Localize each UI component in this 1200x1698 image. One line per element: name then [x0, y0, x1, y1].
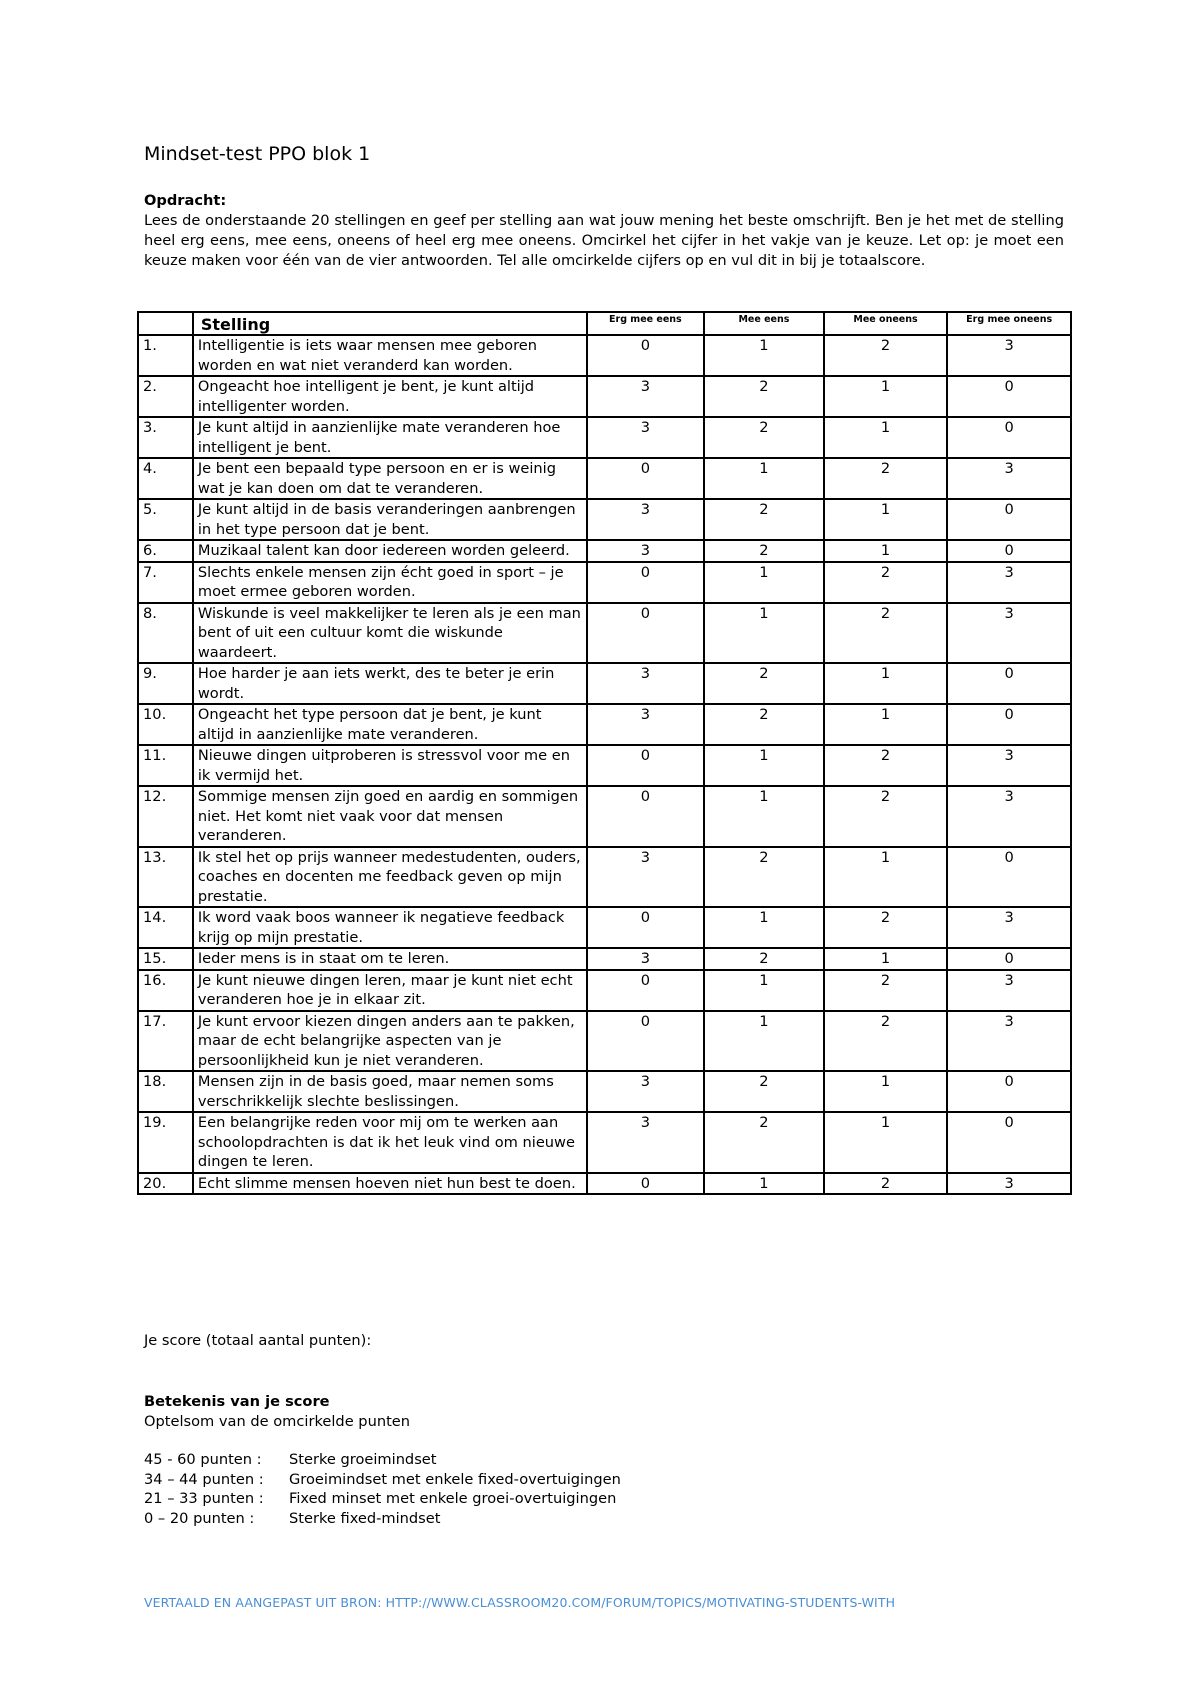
score-option[interactable]: 2 [704, 1071, 824, 1112]
page-title: Mindset-test PPO blok 1 [144, 143, 371, 165]
table-row [138, 1071, 1071, 1112]
range-label: Groeimindset met enkele fixed-overtuigingen [289, 1470, 621, 1488]
score-option[interactable]: 3 [587, 704, 705, 745]
score-option[interactable]: 0 [587, 458, 705, 499]
score-option[interactable]: 1 [824, 704, 948, 745]
score-option[interactable]: 3 [947, 335, 1071, 376]
header-number [138, 312, 193, 335]
table-row [138, 458, 1071, 499]
statement-text: Hoe harder je aan iets werkt, des te beter je erin wordt. [193, 663, 587, 704]
score-option[interactable]: 0 [587, 562, 705, 603]
assignment-heading: Opdracht: [144, 192, 227, 209]
score-option[interactable]: 1 [704, 786, 824, 847]
score-option[interactable]: 3 [587, 948, 705, 970]
score-option[interactable]: 3 [587, 376, 705, 417]
score-option[interactable]: 1 [824, 540, 948, 562]
statement-number: 7. [138, 562, 193, 603]
table-header-row [138, 312, 1071, 335]
table-row [138, 417, 1071, 458]
table-row [138, 499, 1071, 540]
score-option[interactable]: 1 [704, 907, 824, 948]
score-option[interactable]: 2 [704, 540, 824, 562]
score-option[interactable]: 1 [704, 1011, 824, 1072]
score-option[interactable]: 3 [587, 499, 705, 540]
statement-number: 4. [138, 458, 193, 499]
statement-number: 16. [138, 970, 193, 1011]
table-row [138, 1011, 1071, 1072]
score-option[interactable]: 0 [947, 847, 1071, 908]
score-option[interactable]: 2 [824, 1011, 948, 1072]
range-row [144, 1489, 621, 1509]
statement-number: 13. [138, 847, 193, 908]
score-option[interactable]: 3 [587, 540, 705, 562]
statement-number: 6. [138, 540, 193, 562]
table-row [138, 603, 1071, 664]
score-option[interactable]: 3 [947, 970, 1071, 1011]
score-option[interactable]: 2 [704, 499, 824, 540]
score-option[interactable]: 1 [824, 499, 948, 540]
score-option[interactable]: 2 [824, 1173, 948, 1195]
header-mee-oneens: Mee oneens [824, 312, 948, 335]
score-option[interactable]: 2 [824, 335, 948, 376]
score-option[interactable]: 0 [587, 1173, 705, 1195]
score-option[interactable]: 2 [824, 970, 948, 1011]
range-points: 0 – 20 punten : [144, 1509, 255, 1527]
score-option[interactable]: 2 [704, 663, 824, 704]
statement-text: Je kunt ervoor kiezen dingen anders aan te pakken, maar de echt belangrijke aspecten van je persoonlijkheid kun je niet veranderen. [193, 1011, 587, 1072]
statement-number: 3. [138, 417, 193, 458]
statement-number: 19. [138, 1112, 193, 1173]
range-label: Fixed minset met enkele groei-overtuigingen [289, 1490, 617, 1507]
score-option[interactable]: 0 [587, 907, 705, 948]
score-option[interactable]: 0 [947, 704, 1071, 745]
meaning-subheading: Optelsom van de omcirkelde punten [144, 1413, 411, 1430]
assignment-body: Lees de onderstaande 20 stellingen en geef per stelling aan wat jouw mening het beste omschrijft. Ben je het met de stelling heel erg eens, mee eens, oneens of heel erg mee oneens. Omcirkel het cijfer in het vakje van je keuze. Let op: je moet een keuze maken voor één van de vier antwoorden. Tel alle omcirkelde cijfers op en vul dit in bij je totaalscore. [144, 212, 1064, 269]
statement-number: 20. [138, 1173, 193, 1195]
score-option[interactable]: 2 [824, 603, 948, 664]
table-row [138, 745, 1071, 786]
score-option[interactable]: 2 [704, 704, 824, 745]
score-option[interactable]: 3 [587, 1112, 705, 1173]
score-option[interactable]: 2 [704, 1112, 824, 1173]
score-option[interactable]: 1 [824, 1112, 948, 1173]
statement-text: Ongeacht hoe intelligent je bent, je kunt altijd intelligenter worden. [193, 376, 587, 417]
table-body [138, 335, 1071, 1194]
score-option[interactable]: 3 [947, 907, 1071, 948]
statement-text: Slechts enkele mensen zijn écht goed in sport – je moet ermee geboren worden. [193, 562, 587, 603]
range-label: Sterke groeimindset [289, 1451, 437, 1468]
score-option[interactable]: 0 [947, 948, 1071, 970]
header-erg-mee-oneens: Erg mee oneens [947, 312, 1071, 335]
header-erg-mee-eens: Erg mee eens [587, 312, 705, 335]
table-row [138, 335, 1071, 376]
statement-text: Muzikaal talent kan door iedereen worden geleerd. [193, 540, 587, 562]
statement-number: 10. [138, 704, 193, 745]
score-option[interactable]: 3 [947, 562, 1071, 603]
score-option[interactable]: 3 [587, 417, 705, 458]
score-option[interactable]: 1 [824, 663, 948, 704]
statement-number: 8. [138, 603, 193, 664]
statement-number: 12. [138, 786, 193, 847]
score-option[interactable]: 0 [587, 970, 705, 1011]
score-option[interactable]: 1 [824, 847, 948, 908]
score-option[interactable]: 0 [947, 417, 1071, 458]
score-option[interactable]: 2 [704, 847, 824, 908]
table-row [138, 786, 1071, 847]
table-row [138, 948, 1071, 970]
table-row [138, 704, 1071, 745]
statement-text: Intelligentie is iets waar mensen mee geboren worden en wat niet veranderd kan worden. [193, 335, 587, 376]
statement-number: 14. [138, 907, 193, 948]
table-row [138, 376, 1071, 417]
statement-text: Je kunt altijd in de basis veranderingen aanbrengen in het type persoon dat je bent. [193, 499, 587, 540]
table-row [138, 1173, 1071, 1195]
score-option[interactable]: 2 [824, 458, 948, 499]
statement-text: Ik word vaak boos wanneer ik negatieve feedback krijg op mijn prestatie. [193, 907, 587, 948]
score-option[interactable]: 0 [947, 499, 1071, 540]
range-points: 34 – 44 punten : [144, 1470, 264, 1488]
meaning-heading: Betekenis van je score [144, 1393, 330, 1410]
score-option[interactable]: 1 [704, 970, 824, 1011]
score-option[interactable]: 0 [947, 540, 1071, 562]
header-stelling: Stelling [193, 312, 587, 335]
statement-number: 5. [138, 499, 193, 540]
statement-number: 1. [138, 335, 193, 376]
range-row [144, 1470, 621, 1490]
table-row [138, 540, 1071, 562]
score-option[interactable]: 3 [587, 1071, 705, 1112]
range-label: Sterke fixed-mindset [289, 1509, 441, 1527]
score-option[interactable]: 1 [704, 1173, 824, 1195]
score-option[interactable]: 3 [947, 1173, 1071, 1195]
score-option[interactable]: 3 [587, 847, 705, 908]
score-option[interactable]: 1 [824, 417, 948, 458]
table-row [138, 663, 1071, 704]
statement-text: Sommige mensen zijn goed en aardig en sommigen niet. Het komt niet vaak voor dat mensen veranderen. [193, 786, 587, 847]
score-option[interactable]: 2 [704, 376, 824, 417]
score-option[interactable]: 2 [824, 786, 948, 847]
score-option[interactable]: 3 [947, 458, 1071, 499]
score-option[interactable]: 3 [947, 786, 1071, 847]
score-ranges [144, 1450, 621, 1528]
range-points: 21 – 33 punten : [144, 1490, 264, 1507]
meaning-block [144, 1392, 410, 1432]
score-option[interactable]: 2 [704, 948, 824, 970]
assignment-block [144, 191, 1064, 271]
score-option[interactable]: 1 [824, 376, 948, 417]
table-row [138, 1112, 1071, 1173]
table-row [138, 562, 1071, 603]
statement-text: Een belangrijke reden voor mij om te werken aan schoolopdrachten is dat ik het leuk vind om nieuwe dingen te leren. [193, 1112, 587, 1173]
statement-number: 9. [138, 663, 193, 704]
range-points: 45 - 60 punten : [144, 1451, 262, 1468]
score-option[interactable]: 2 [824, 745, 948, 786]
score-option[interactable]: 1 [824, 948, 948, 970]
score-option[interactable]: 0 [947, 1071, 1071, 1112]
statement-text: Echt slimme mensen hoeven niet hun best te doen. [193, 1173, 587, 1195]
score-option[interactable]: 0 [587, 786, 705, 847]
score-option[interactable]: 2 [824, 562, 948, 603]
range-row [144, 1450, 621, 1470]
score-option[interactable]: 1 [704, 603, 824, 664]
score-option[interactable]: 1 [704, 335, 824, 376]
statement-text: Ieder mens is in staat om te leren. [193, 948, 587, 970]
score-total-line: Je score (totaal aantal punten): [144, 1332, 372, 1349]
statement-number: 11. [138, 745, 193, 786]
score-option[interactable]: 1 [704, 458, 824, 499]
score-option[interactable]: 3 [587, 663, 705, 704]
score-option[interactable]: 2 [704, 417, 824, 458]
statement-number: 18. [138, 1071, 193, 1112]
score-option[interactable]: 0 [587, 1011, 705, 1072]
score-option[interactable]: 3 [947, 1011, 1071, 1072]
source-link[interactable]: VERTAALD EN AANGEPAST UIT BRON: HTTP://WWW.CLASSROOM20.COM/FORUM/TOPICS/MOTIVATING-STUDENTS-WITH [144, 1595, 896, 1610]
statement-text: Je bent een bepaald type persoon en er is weinig wat je kan doen om dat te veranderen. [193, 458, 587, 499]
statement-text: Nieuwe dingen uitproberen is stressvol voor me en ik vermijd het. [193, 745, 587, 786]
score-option[interactable]: 1 [824, 1071, 948, 1112]
score-option[interactable]: 0 [587, 745, 705, 786]
score-option[interactable]: 1 [704, 562, 824, 603]
table-row [138, 970, 1071, 1011]
score-option[interactable]: 1 [704, 745, 824, 786]
statements-table [137, 311, 1072, 1195]
statement-text: Mensen zijn in de basis goed, maar nemen soms verschrikkelijk slechte beslissingen. [193, 1071, 587, 1112]
statement-text: Wiskunde is veel makkelijker te leren als je een man bent of uit een cultuur komt die wiskunde waardeert. [193, 603, 587, 664]
table-row [138, 907, 1071, 948]
score-option[interactable]: 3 [947, 745, 1071, 786]
score-option[interactable]: 0 [947, 376, 1071, 417]
statement-text: Ongeacht het type persoon dat je bent, je kunt altijd in aanzienlijke mate veranderen. [193, 704, 587, 745]
score-option[interactable]: 3 [947, 603, 1071, 664]
statement-text: Je kunt nieuwe dingen leren, maar je kunt niet echt veranderen hoe je in elkaar zit. [193, 970, 587, 1011]
score-option[interactable]: 0 [947, 663, 1071, 704]
score-option[interactable]: 0 [587, 335, 705, 376]
statement-number: 15. [138, 948, 193, 970]
statement-number: 17. [138, 1011, 193, 1072]
header-mee-eens: Mee eens [704, 312, 824, 335]
table-row [138, 847, 1071, 908]
statement-number: 2. [138, 376, 193, 417]
statement-text: Ik stel het op prijs wanneer medestudenten, ouders, coaches en docenten me feedback geven op mijn prestatie. [193, 847, 587, 908]
range-row [144, 1509, 621, 1529]
score-option[interactable]: 0 [587, 603, 705, 664]
score-option[interactable]: 0 [947, 1112, 1071, 1173]
score-option[interactable]: 2 [824, 907, 948, 948]
statement-text: Je kunt altijd in aanzienlijke mate veranderen hoe intelligent je bent. [193, 417, 587, 458]
